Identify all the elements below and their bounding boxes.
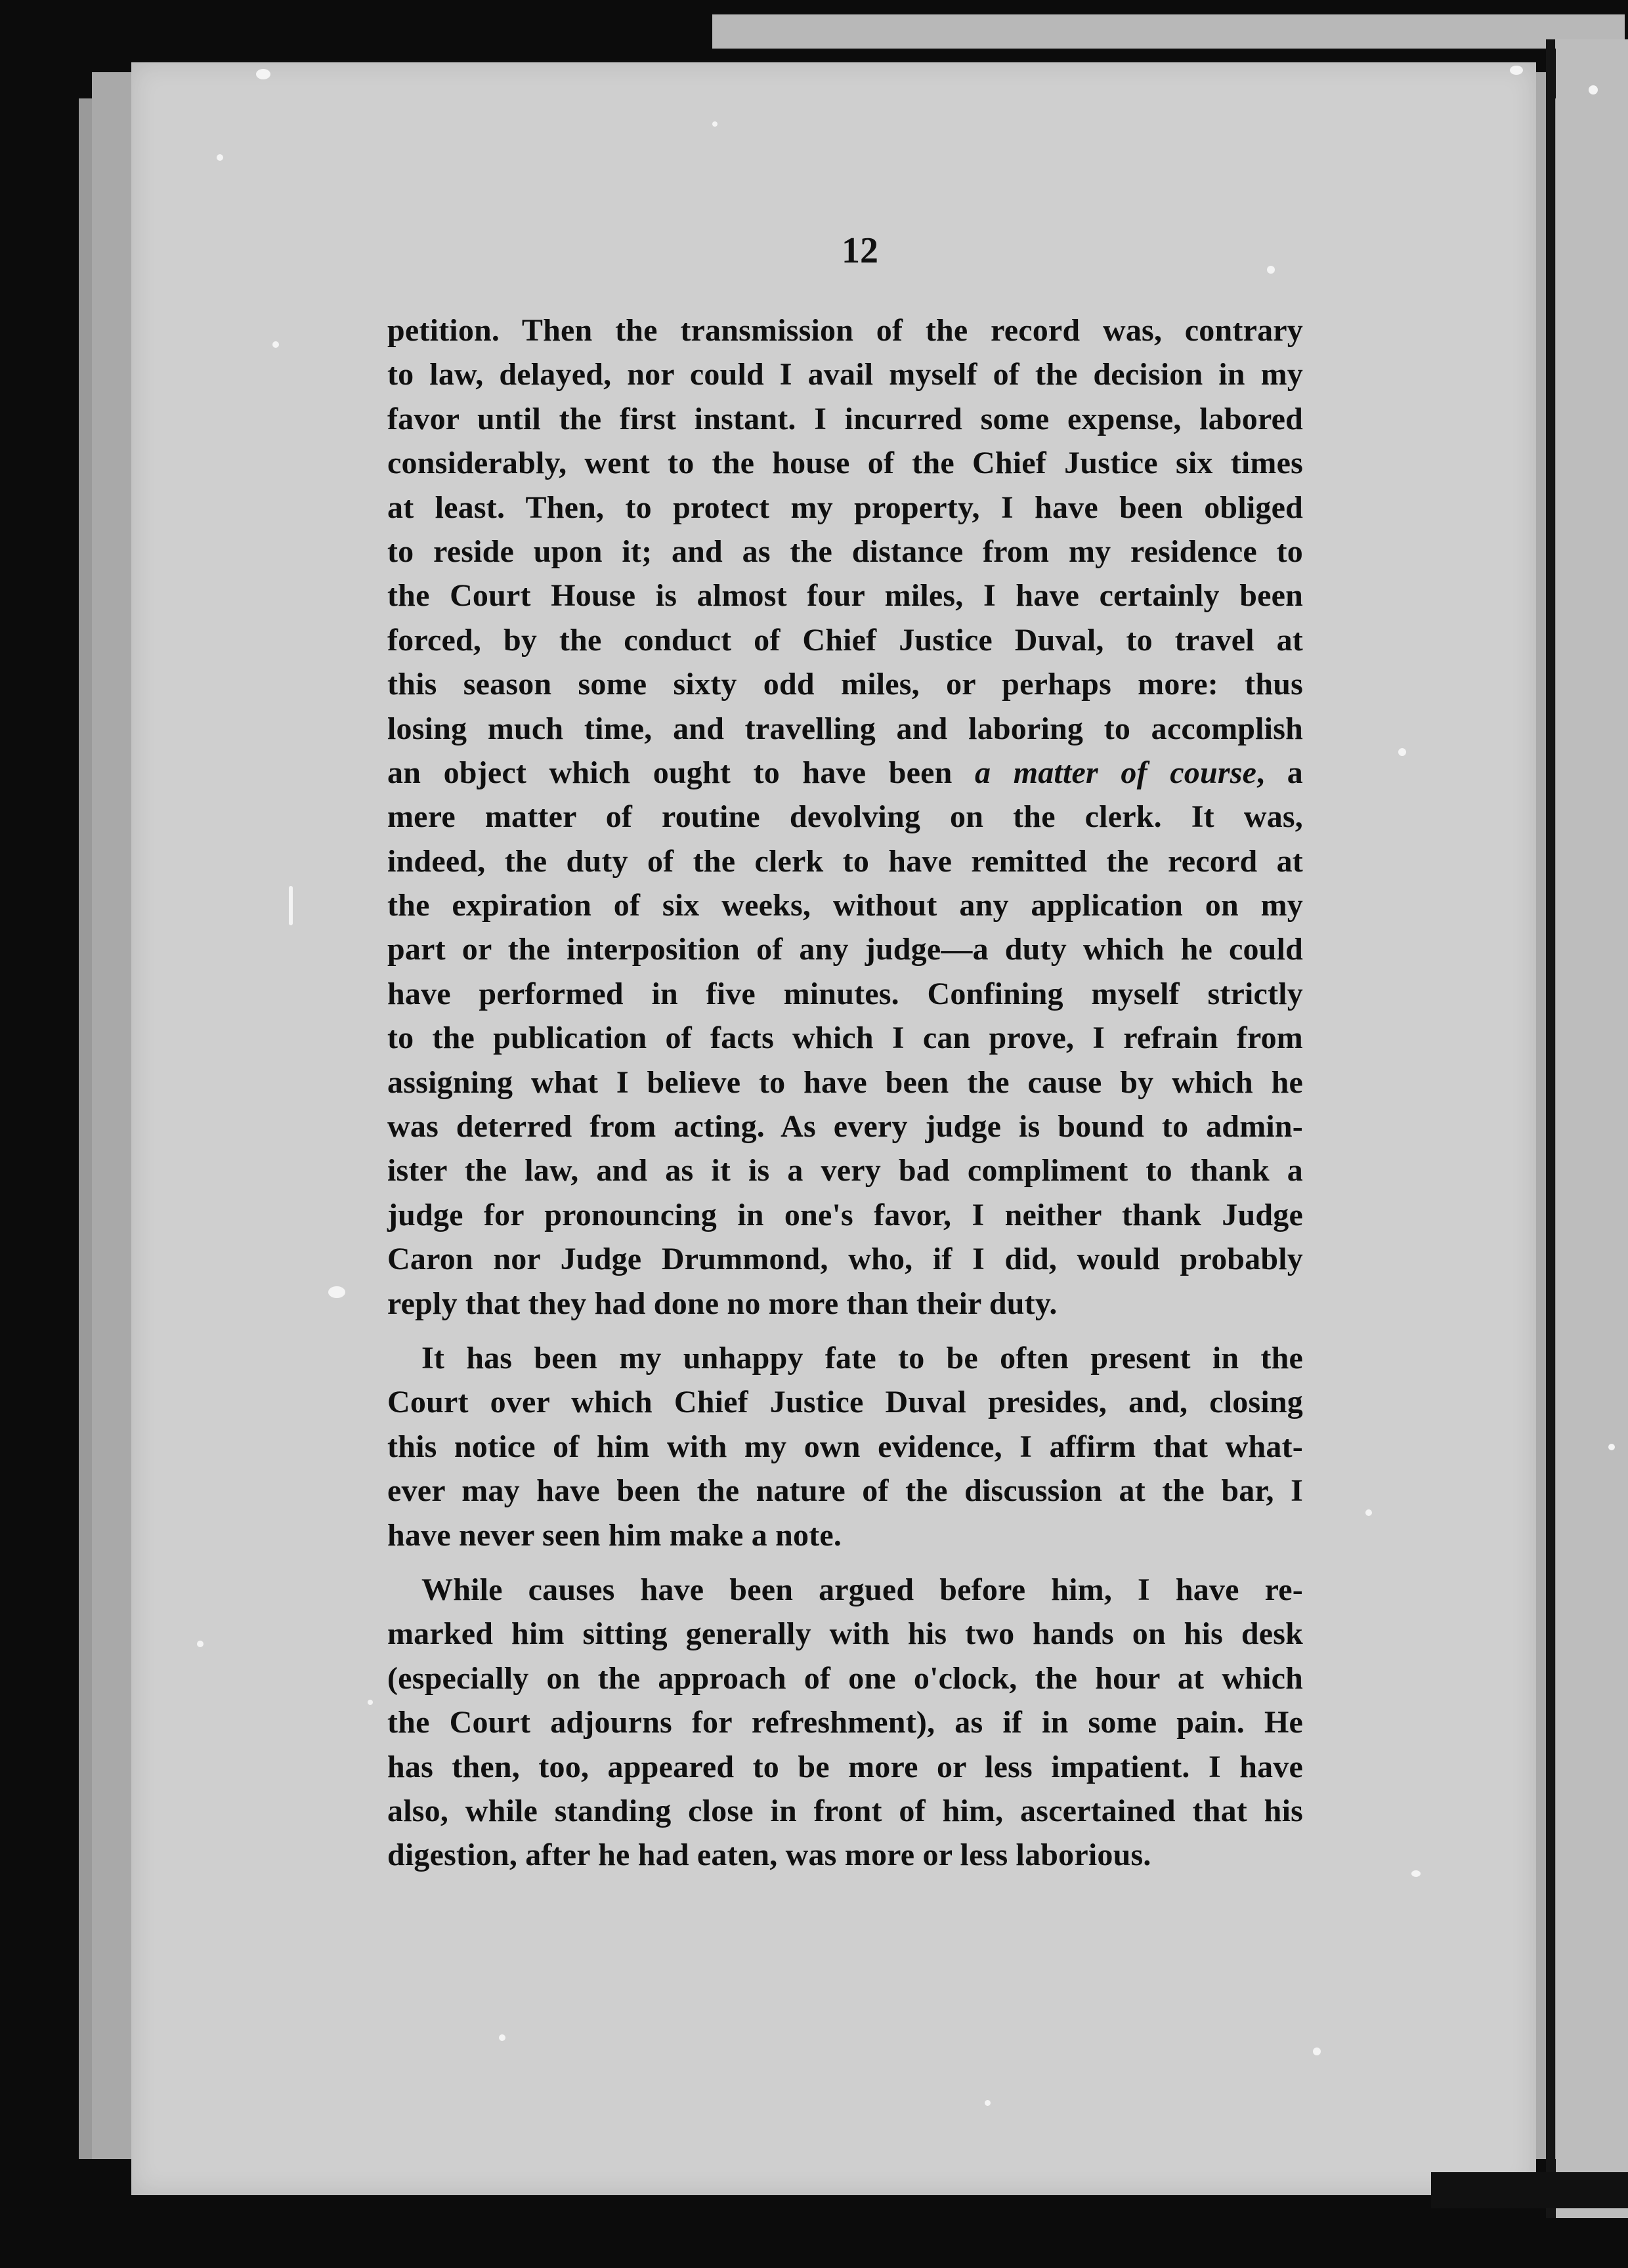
- scan-speck: [1398, 748, 1406, 756]
- text-line: digestion, after he had eaten, was more or less laborious.: [387, 1838, 1151, 1873]
- scan-speck: [712, 121, 718, 127]
- body-text: [387, 308, 1303, 1878]
- text-line: to reside upon it; and as the distance from my residence to: [387, 534, 1303, 569]
- paragraph: [387, 308, 1303, 1326]
- scan-speck: [1510, 66, 1523, 75]
- text-line: It has been my unhappy fate to be often present in the: [421, 1340, 1303, 1376]
- text-line: ister the law, and as it is a very bad compliment to thank a: [387, 1153, 1303, 1188]
- text-line: indeed, the duty of the clerk to have remitted the record at: [387, 843, 1303, 879]
- paragraph-gap: [387, 1326, 1303, 1336]
- text-line: forced, by the conduct of Chief Justice Duval, to travel at: [387, 622, 1303, 658]
- text-line: the Court adjourns for refreshment), as if in some pain. He: [387, 1705, 1303, 1740]
- paragraph-gap: [387, 1557, 1303, 1568]
- text-line: losing much time, and travelling and laboring to accomplish: [387, 711, 1303, 746]
- text-line: petition. Then the transmission of the record was, contrary: [387, 313, 1303, 348]
- text-line: to law, delayed, nor could I avail myself of the decision in my: [387, 357, 1303, 392]
- text-line: this notice of him with my own evidence, I affirm that what-: [387, 1429, 1303, 1464]
- paragraph: [387, 1568, 1303, 1878]
- scan-speck: [272, 341, 279, 348]
- text-line: marked him sitting generally with his two hands on his desk: [387, 1616, 1303, 1652]
- text-line: the expiration of six weeks, without any application on my: [387, 888, 1303, 923]
- text-line: has then, too, appeared to be more or less impatient. I have: [387, 1749, 1303, 1784]
- scan-speck: [197, 1641, 204, 1647]
- scan-speck: [328, 1286, 345, 1298]
- text-line: the Court House is almost four miles, I have certainly been: [387, 578, 1303, 614]
- text-line: reply that they had done no more than their duty.: [387, 1286, 1058, 1321]
- text-line: ever may have been the nature of the discussion at the bar, I: [387, 1473, 1303, 1509]
- text-line: mere matter of routine devolving on the clerk. It was,: [387, 799, 1303, 835]
- text-line: considerably, went to the house of the Chief Justice six times: [387, 446, 1303, 481]
- text-line: (especially on the approach of one o'clock, the hour at which: [387, 1660, 1303, 1696]
- scan-speck: [985, 2100, 991, 2106]
- scan-speck: [1608, 1444, 1615, 1450]
- text-line: judge for pronouncing in one's favor, I neither thank Judge: [387, 1197, 1303, 1232]
- text-line: While causes have been argued before him, I have re-: [421, 1572, 1303, 1607]
- scan-speck: [499, 2034, 505, 2041]
- facing-page-edge: [1556, 39, 1628, 2218]
- scan-speck: [289, 886, 293, 925]
- scan-speck: [368, 1700, 373, 1705]
- scan-speck: [1411, 1870, 1421, 1877]
- text-line: part or the interposition of any judge—a duty which he could: [387, 932, 1303, 967]
- text-line: Court over which Chief Justice Duval presides, and, closing: [387, 1385, 1303, 1420]
- emphasis-text: a matter of course: [975, 755, 1257, 790]
- text-line: to the publication of facts which I can prove, I refrain from: [387, 1020, 1303, 1056]
- scan-speck: [217, 154, 223, 161]
- text-line-with-emphasis: [387, 751, 1303, 795]
- text-line: this season some sixty odd miles, or perhaps more: thus: [387, 667, 1303, 702]
- text-line: also, while standing close in front of him, ascertained that his: [387, 1793, 1303, 1828]
- text-line: was deterred from acting. As every judge is bound to admin-: [387, 1109, 1303, 1144]
- text-line: at least. Then, to protect my property, I have been obliged: [387, 490, 1303, 525]
- text-line-end: , a: [1256, 755, 1303, 790]
- text-line: favor until the first instant. I incurred some expense, labored: [387, 401, 1303, 436]
- top-page-edge: [712, 14, 1625, 49]
- text-line: have performed in five minutes. Confining myself strictly: [387, 976, 1303, 1011]
- scan-speck: [1365, 1509, 1372, 1516]
- scan-speck: [1267, 266, 1275, 274]
- binding-edge: [1431, 2172, 1628, 2208]
- page-number: 12: [842, 230, 878, 271]
- scan-speck: [256, 69, 270, 79]
- text-line: assigning what I believe to have been the cause by which he: [387, 1064, 1303, 1100]
- text-line: have never seen him make a note.: [387, 1517, 842, 1553]
- scan-speck: [1313, 2048, 1321, 2055]
- page-gutter-shadow: [1546, 39, 1555, 2218]
- text-line: Caron nor Judge Drummond, who, if I did, would probably: [387, 1242, 1303, 1277]
- text-line-start: an object which ought to have been: [387, 755, 975, 790]
- paragraph: [387, 1336, 1303, 1557]
- scan-speck: [1589, 85, 1598, 94]
